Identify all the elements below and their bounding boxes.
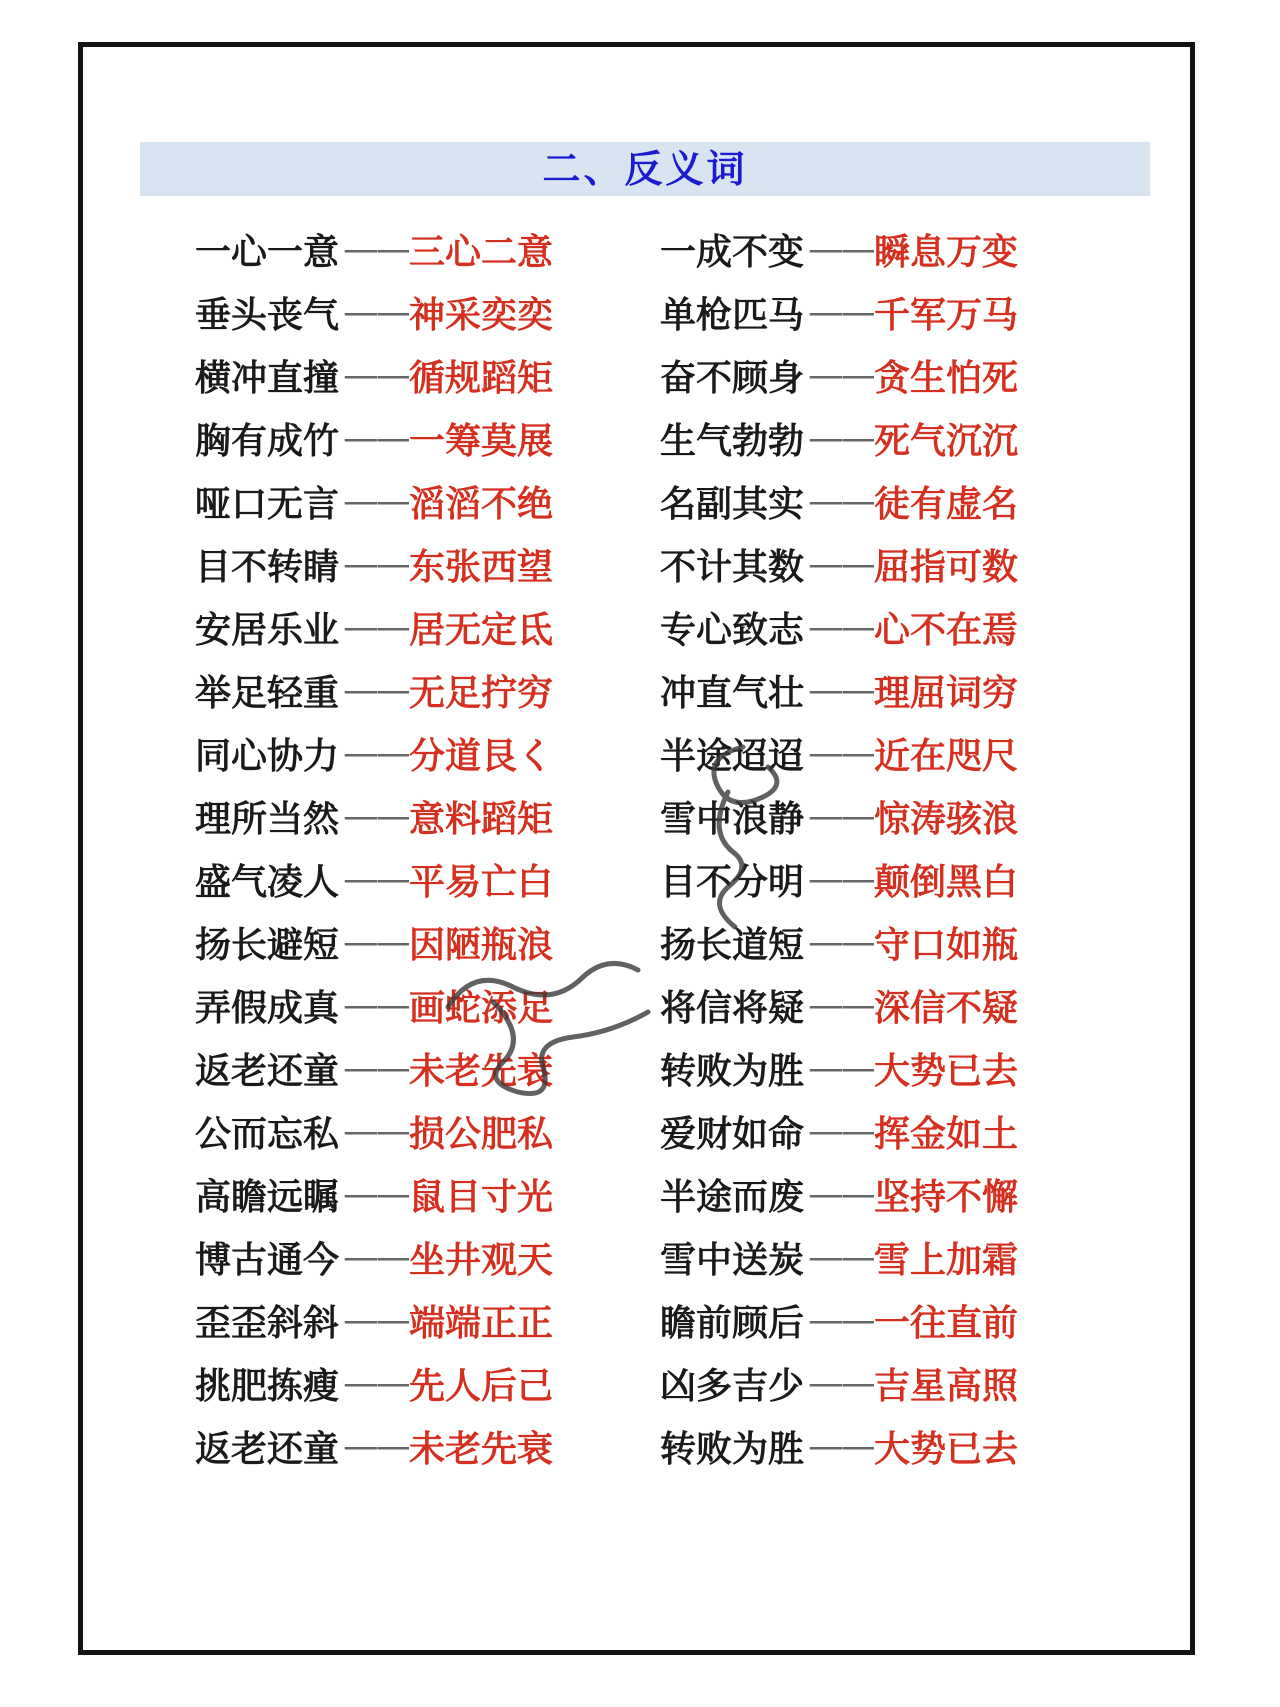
antonym-text: 屈指可数 [874,547,1019,588]
dash-separator: —— [343,922,409,963]
antonym-pair-row [195,1415,660,1478]
antonym-pair-row [660,218,1125,281]
dash-separator: —— [808,481,874,522]
dash-separator: —— [808,1300,874,1341]
antonym-text: 守口如瓶 [874,925,1019,966]
word-text: 同心协力 [195,736,340,777]
antonym-text: 平易亡白 [409,862,554,903]
word-text: 一心一意 [195,232,340,273]
word-text: 安居乐业 [195,610,340,651]
antonym-column-right [660,218,1125,1478]
dash-separator: —— [343,544,409,585]
antonym-pair-row [660,722,1125,785]
dash-separator: —— [343,670,409,711]
word-text: 盛气凌人 [195,862,340,903]
dash-separator: —— [808,733,874,774]
antonym-pair-row [195,785,660,848]
antonym-pair-row [195,1100,660,1163]
word-text: 垂头丧气 [195,295,340,336]
dash-separator: —— [343,1300,409,1341]
antonym-text: 因陋瓶浪 [409,925,554,966]
antonym-pair-row [660,848,1125,911]
dash-separator: —— [808,1174,874,1215]
antonym-column-left [195,218,660,1478]
word-text: 目不分明 [660,862,805,903]
antonym-pair-row [195,722,660,785]
dash-separator: —— [343,859,409,900]
antonym-pair-row [195,596,660,659]
antonym-text: 心不在焉 [874,610,1019,651]
dash-separator: —— [343,1237,409,1278]
antonym-pair-row [660,659,1125,722]
antonym-text: 端端正正 [409,1303,554,1344]
antonym-text: 瞬息万变 [874,232,1019,273]
word-text: 理所当然 [195,799,340,840]
dash-separator: —— [808,1426,874,1467]
dash-separator: —— [808,418,874,459]
antonym-pair-row [195,659,660,722]
dash-separator: —— [808,796,874,837]
antonym-text: 未老先衰 [409,1429,554,1470]
antonym-text: 坚持不懈 [874,1177,1019,1218]
word-text: 胸有成竹 [195,421,340,462]
dash-separator: —— [343,292,409,333]
antonym-pair-row [195,281,660,344]
dash-separator: —— [343,733,409,774]
page-border [78,42,1195,1655]
word-text: 歪歪斜斜 [195,1303,340,1344]
dash-separator: —— [343,796,409,837]
dash-separator: —— [343,1111,409,1152]
antonym-pair-row [195,1163,660,1226]
word-text: 半途而废 [660,1177,805,1218]
antonym-text: 颠倒黑白 [874,862,1019,903]
word-text: 博古通今 [195,1240,340,1281]
antonym-pair-row [660,911,1125,974]
dash-separator: —— [808,544,874,585]
antonym-pair-row [660,1289,1125,1352]
dash-separator: —— [808,670,874,711]
antonym-pair-row [660,1352,1125,1415]
word-text: 扬长道短 [660,925,805,966]
word-text: 高瞻远瞩 [195,1177,340,1218]
dash-separator: —— [808,922,874,963]
word-text: 半途迢迢 [660,736,805,777]
antonym-text: 雪上加霜 [874,1240,1019,1281]
antonym-text: 千军万马 [874,295,1019,336]
antonym-pair-row [660,344,1125,407]
word-text: 雪中浪静 [660,799,805,840]
word-text: 目不转睛 [195,547,340,588]
antonym-pair-row [660,1163,1125,1226]
dash-separator: —— [808,859,874,900]
word-text: 生气勃勃 [660,421,805,462]
dash-separator: —— [343,355,409,396]
antonym-pair-row [660,281,1125,344]
antonym-pair-row [195,911,660,974]
antonym-pair-row [660,407,1125,470]
word-text: 哑口无言 [195,484,340,525]
dash-separator: —— [808,1363,874,1404]
word-text: 转败为胜 [660,1429,805,1470]
antonym-pair-row [195,1289,660,1352]
antonym-pair-row [195,1226,660,1289]
dash-separator: —— [343,1048,409,1089]
word-text: 单枪匹马 [660,295,805,336]
antonym-text: 死气沉沉 [874,421,1019,462]
dash-separator: —— [343,985,409,1026]
antonym-list [83,218,1190,1478]
word-text: 奋不顾身 [660,358,805,399]
dash-separator: —— [808,1237,874,1278]
dash-separator: —— [343,607,409,648]
section-header [140,142,1150,196]
antonym-text: 循规蹈矩 [409,358,554,399]
antonym-text: 大势已去 [874,1429,1019,1470]
word-text: 将信将疑 [660,988,805,1029]
dash-separator: —— [808,985,874,1026]
word-text: 爱财如命 [660,1114,805,1155]
antonym-text: 吉星高照 [874,1366,1019,1407]
word-text: 弄假成真 [195,988,340,1029]
word-text: 挑肥拣瘦 [195,1366,340,1407]
antonym-pair-row [195,533,660,596]
word-text: 转败为胜 [660,1051,805,1092]
antonym-text: 无足拧穷 [409,673,554,714]
antonym-pair-row [660,974,1125,1037]
antonym-text: 神采奕奕 [409,295,554,336]
word-text: 凶多吉少 [660,1366,805,1407]
dash-separator: —— [808,1111,874,1152]
dash-separator: —— [808,292,874,333]
word-text: 一成不变 [660,232,805,273]
antonym-pair-row [195,407,660,470]
antonym-pair-row [660,470,1125,533]
word-text: 名副其实 [660,484,805,525]
antonym-text: 坐井观天 [409,1240,554,1281]
antonym-pair-row [660,1100,1125,1163]
antonym-text: 鼠目寸光 [409,1177,554,1218]
antonym-text: 三心二意 [409,232,554,273]
antonym-text: 一筹莫展 [409,421,554,462]
antonym-text: 先人后己 [409,1366,554,1407]
antonym-pair-row [195,848,660,911]
antonym-pair-row [660,785,1125,848]
dash-separator: —— [808,355,874,396]
antonym-text: 惊涛骇浪 [874,799,1019,840]
antonym-text: 未老先衰 [409,1051,554,1092]
word-text: 横冲直撞 [195,358,340,399]
dash-separator: —— [808,1048,874,1089]
antonym-text: 分道艮く [409,736,554,777]
antonym-pair-row [660,1415,1125,1478]
antonym-pair-row [195,218,660,281]
antonym-pair-row [195,1037,660,1100]
dash-separator: —— [343,1174,409,1215]
word-text: 扬长避短 [195,925,340,966]
antonym-text: 画蛇添足 [409,988,554,1029]
antonym-text: 东张西望 [409,547,554,588]
antonym-text: 理屈词穷 [874,673,1019,714]
antonym-text: 大势已去 [874,1051,1019,1092]
word-text: 雪中送炭 [660,1240,805,1281]
antonym-pair-row [195,974,660,1037]
antonym-text: 近在咫尺 [874,736,1019,777]
word-text: 瞻前顾后 [660,1303,805,1344]
antonym-pair-row [660,596,1125,659]
word-text: 专心致志 [660,610,805,651]
word-text: 公而忘私 [195,1114,340,1155]
antonym-text: 损公肥私 [409,1114,554,1155]
dash-separator: —— [343,481,409,522]
antonym-text: 意料蹈矩 [409,799,554,840]
word-text: 返老还童 [195,1429,340,1470]
antonym-text: 居无定氐 [409,610,554,651]
antonym-text: 挥金如土 [874,1114,1019,1155]
dash-separator: —— [343,229,409,270]
antonym-pair-row [195,1352,660,1415]
dash-separator: —— [808,607,874,648]
antonym-text: 一往直前 [874,1303,1019,1344]
section-title: 二、反义词 [542,147,748,191]
dash-separator: —— [343,1426,409,1467]
antonym-pair-row [195,344,660,407]
dash-separator: —— [343,1363,409,1404]
word-text: 不计其数 [660,547,805,588]
word-text: 举足轻重 [195,673,340,714]
antonym-pair-row [660,1037,1125,1100]
antonym-text: 徒有虚名 [874,484,1019,525]
antonym-pair-row [195,470,660,533]
antonym-pair-row [660,1226,1125,1289]
antonym-pair-row [660,533,1125,596]
dash-separator: —— [808,229,874,270]
dash-separator: —— [343,418,409,459]
word-text: 冲直气壮 [660,673,805,714]
antonym-text: 贪生怕死 [874,358,1019,399]
antonym-text: 深信不疑 [874,988,1019,1029]
word-text: 返老还童 [195,1051,340,1092]
antonym-text: 滔滔不绝 [409,484,554,525]
